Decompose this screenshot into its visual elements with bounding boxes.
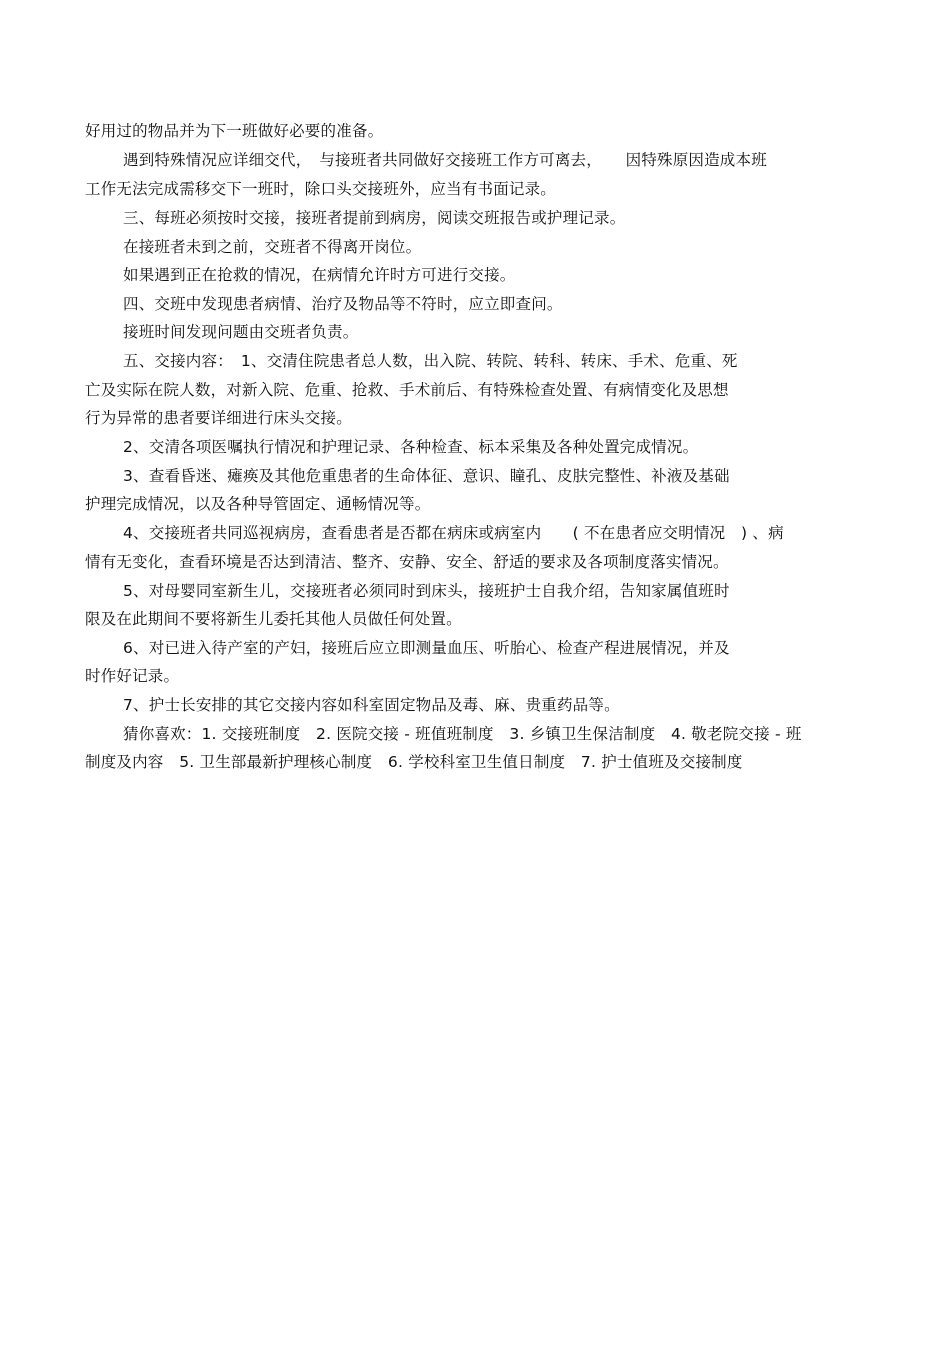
text-line: 2、交清各项医嘱执行情况和护理记录、各种检查、标本采集及各种处置完成情况。 (123, 438, 699, 456)
text-line: 制度及内容 5. 卫生部最新护理核心制度 6. 学校科室卫生值日制度 7. 护士值班及交接制度 (85, 753, 743, 771)
text-line: 猜你喜欢：1. 交接班制度 2. 医院交接 - 班值班制度 3. 乡镇卫生保洁制度 4. 敬老院交接 - 班 (123, 725, 802, 743)
text-line: 亡及实际在院人数，对新入院、危重、抢救、手术前后、有特殊检查处置、有病情变化及思想 (85, 381, 729, 399)
text-line: 遇到特殊情况应详细交代， 与接班者共同做好交接班工作方可离去， 因特殊原因造成本班 (123, 151, 767, 169)
text-line: 四、交班中发现患者病情、治疗及物品等不符时，应立即查问。 (123, 295, 563, 313)
text-line: 3、查看昏迷、瘫痪及其他危重患者的生命体征、意识、瞳孔、皮肤完整性、补液及基础 (123, 467, 730, 485)
text-line: 5、对母婴同室新生儿，交接班者必须同时到床头，接班护士自我介绍，告知家属值班时 (123, 582, 730, 600)
text-line: 如果遇到正在抢救的情况，在病情允许时方可进行交接。 (123, 266, 516, 284)
text-line: 限及在此期间不要将新生儿委托其他人员做任何处置。 (85, 610, 462, 628)
text-line: 在接班者未到之前，交班者不得离开岗位。 (123, 238, 422, 256)
text-line: 工作无法完成需移交下一班时，除口头交接班外，应当有书面记录。 (85, 180, 557, 198)
text-line: 护理完成情况，以及各种导管固定、通畅情况等。 (85, 495, 431, 513)
text-line: 三、每班必须按时交接，接班者提前到病房，阅读交班报告或护理记录。 (123, 209, 626, 227)
text-line: 时作好记录。 (85, 667, 180, 685)
text-line: 行为异常的患者要详细进行床头交接。 (85, 409, 352, 427)
text-line: 情有无变化，查看环境是否达到清洁、整齐、安静、安全、舒适的要求及各项制度落实情况。 (85, 553, 729, 571)
text-line: 好用过的物品并为下一班做好必要的准备。 (85, 122, 384, 140)
text-line: 4、交接班者共同巡视病房，查看患者是否都在病床或病室内 ( 不在患者应交明情况 ) 、病 (123, 524, 784, 542)
text-line: 五、交接内容： 1、交清住院患者总人数，出入院、转院、转科、转床、手术、危重、死 (123, 352, 738, 370)
text-line: 6、对已进入待产室的产妇，接班后应立即测量血压、听胎心、检查产程进展情况，并及 (123, 639, 730, 657)
text-line: 接班时间发现问题由交班者负责。 (123, 323, 359, 341)
text-line: 7、护士长安排的其它交接内容如科室固定物品及毒、麻、贵重药品等。 (123, 696, 620, 714)
